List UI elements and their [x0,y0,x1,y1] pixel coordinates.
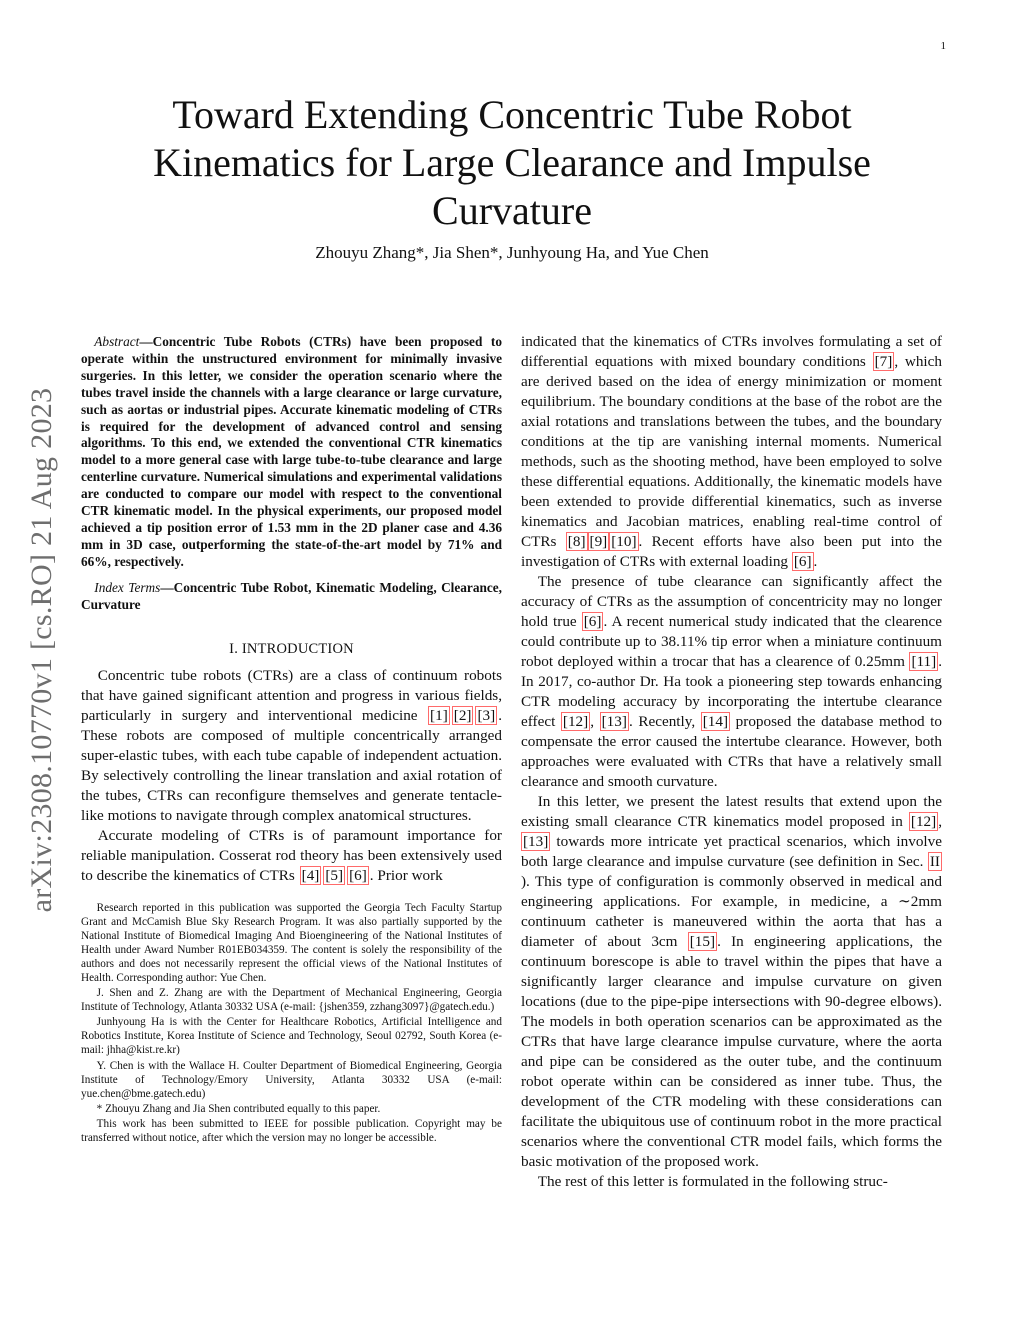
citation-link[interactable]: [4] [301,866,320,884]
index-terms [81,580,502,614]
citation-link[interactable]: [1] [430,706,448,724]
title-line-2: Kinematics for Large Clearance and Impulse [153,140,871,185]
section-heading-introduction: I. INTRODUCTION [229,640,354,657]
title-line-1: Toward Extending Concentric Tube Robot [172,92,852,137]
footnote-funding: Research reported in this publication was supported the Georgia Tech Faculty Startup Grant and McCamish Blue Sky Research Program. It was also partially supported by the National Institute of Biomedical Imaging And Bioengineering of the National Institutes of Health under Award Number R01EB034359. The content is solely the responsibility of the authors and does not necessarily represent the official views of the National Institutes of Health. Corresponding author: Yue Chen. [81,901,502,984]
citation-link[interactable]: [5] [325,866,344,884]
citation-link[interactable]: [13] [601,713,627,730]
abstract-label: Abstract [94,334,140,349]
citation-link[interactable]: [8] [567,533,586,550]
citation-link[interactable]: [7] [874,353,893,370]
intro-paragraph-2: Accurate modeling of CTRs is of paramount importance for reliable manipulation. Cosserat rod theory has been extensively used to describe the kinematics of CTRs [4] [5] [6] . Prior work [81,826,502,884]
abstract-text: —Concentric Tube Robots (CTRs) have been proposed to operate within the unstructured environment for minimally invasive surgeries. In this letter, we consider the operation scenario where the tubes travel inside the channels with a large clearance or large curvature, such as aortas or industrial pipes. Accurate kinematic modeling of CTRs is required for the development of advanced control and sensing algorithms. To this end, we extended the conventional CTR kinematics model to a more general case with large tube-to-tube clearance and large centerline curvature. Numerical simulations and experimental validations are conducted to compare our model with respect to the conventional CTR kinematic model. In the physical experiments, our proposed model achieved a tip position error of 1.53 mm in the 2D planer case and 4.36 mm in 3D case, outperforming the state-of-the-art model by 71% and 66%, respectively. [81,334,502,569]
intro-paragraph-6: The rest of this letter is formulated in the following struc- [537,1173,888,1190]
intro-paragraph-3: indicated that the kinematics of CTRs involves formulating a set of differential equations with mixed boundary conditions [7] , which are derived based on the idea of energy minimization or moment equilibrium. The boundary conditions at the base of the robot are the axial rotations and translations between the tubes, and the boundary conditions at the tip are vanishing internal moments. Numerical methods, such as the shooting method, have been employed to solve these differential equations. Additionally, the kinematic models have been extended to provide differential kinematics, such as inverse kinematics and Jacobian matrices, enabling real-time control of CTRs [8] [9] [10] . Recent efforts have also been put into the investigation of CTRs with external loading [6] . [521,333,942,570]
citation-link[interactable]: [12] [910,813,937,830]
index-terms-label: Index Terms [94,579,161,595]
citation-link[interactable]: [3] [477,706,496,724]
footnote-equal-contribution: * Zhouyu Zhang and Jia Shen contributed equally to this paper. [96,1102,381,1115]
page-number: 1 [940,40,946,52]
footnote-affiliation-chen: Y. Chen is with the Wallace H. Coulter Department of Biomedical Engineering, Georgia Institute of Technology/Emory University, Atlanta 30332 USA (e-mail: yue.chen@bme.gatech.edu) [81,1059,502,1100]
citation-link[interactable]: [10] [611,533,637,550]
right-column [521,332,942,1192]
citation-link[interactable]: [14] [702,713,729,730]
citation-link[interactable]: [6] [349,866,367,884]
arxiv-identifier: arXiv:2308.10770v1 [cs.RO] 21 Aug 2023 [25,387,58,913]
intro-paragraph-5: In this letter, we present the latest results that extend upon the existing small clearance CTR kinematics model proposed in [12] , [13] towards more intricate yet practical scenarios, which involve both large clearance and impulse curvature (see definition in Sec. II ). This type of configuration is commonly observed in medical and engineering applications. For example, in medicine, a ∼2mm continuum catheter is maneuvered within the aorta that has a diameter of about 3cm [15] . In engineering applications, the continuum borescope is able to travel within the pipes that have a significantly larger clearance and impulse curvature on given locations (due to the pipe-pipe intersections with 90-degree elbows). The models in both operation scenarios can be approximated as the CTRs that have large clearance impulse curvature, where the aorta and pipe can be considered as the outer tube, and the continuum robot operate within can be considered as inner tube. Thus, the development of the CTR modeling with these considerations can facilitate the ubiquitous use of continuum robot in the more practical scenarios where the conventional CTR model fails, which forms the basic motivation of the proposed work. [521,793,943,1170]
citation-link[interactable]: [6] [583,613,602,630]
citation-link[interactable]: [11] [911,653,937,670]
paper-title [110,91,914,235]
footnotes [81,901,502,1146]
citation-link[interactable]: [15] [689,933,716,950]
citation-link[interactable]: [9] [589,533,608,550]
footnote-affiliation-shen-zhang: J. Shen and Z. Zhang are with the Department of Mechanical Engineering, Georgia Institute of Technology, Atlanta 30332 USA (e-mail: {jshen359, zzhang3097}@gatech.edu.) [81,987,502,1014]
footnote-affiliation-ha: Junhyoung Ha is with the Center for Healthcare Robotics, Artificial Intelligence and Robotics Institute, Korea Institute of Science and Technology, Seoul 02792, South Korea (e-mail: jhha@kist.re.kr) [81,1016,502,1057]
abstract [81,334,502,571]
footnote-ieee-notice: This work has been submitted to IEEE for possible publication. Copyright may be transferred without notice, after which the version may no longer be accessible. [81,1117,502,1144]
title-line-3: Curvature [432,188,592,233]
citation-link[interactable]: [12] [562,713,589,730]
author-list: Zhouyu Zhang*, Jia Shen*, Junhyoung Ha, and Yue Chen [315,243,709,262]
citation-link[interactable]: [13] [523,833,549,850]
intro-paragraph-4: The presence of tube clearance can significantly affect the accuracy of CTRs as the assumption of concentricity may no longer hold true [6] . A recent numerical study indicated that the clearence could contribute up to 38.11% tip error when a miniature continuum robot deployed within a trocar that has a clearence of 0.25mm [11] . In 2017, co-author Dr. Ha took a pioneering step towards enhancing CTR modeling accuracy by incorporating the intertube clearance effect [12] , [13] . Recently, [14] proposed the database method to compensate the error caused the intertube clearance. However, both approaches were evaluated with CTRs that have a relatively small clearance and smooth curvature. [521,573,942,790]
intro-paragraph-1: Concentric tube robots (CTRs) are a class of continuum robots that have gained significant attention and progress in various fields, particularly in surgery and interventional medicine [1] [2] [3] . These robots are composed of multiple concentrically arranged super-elastic tubes, with each tube capable of independent actuation. By selectively controlling the linear translation and axial rotation of the tubes, CTRs can reconfigure themselves and generate tentacle-like motions to navigate through complex anatomical structures. [81,666,502,824]
section-reference-link[interactable]: II [929,853,940,870]
citation-link[interactable]: [6] [793,553,812,570]
left-column [81,334,502,1146]
index-terms-text: —Concentric Tube Robot, Kinematic Modeling, Clearance, Curvature [81,579,503,612]
citation-link[interactable]: [2] [453,706,472,724]
